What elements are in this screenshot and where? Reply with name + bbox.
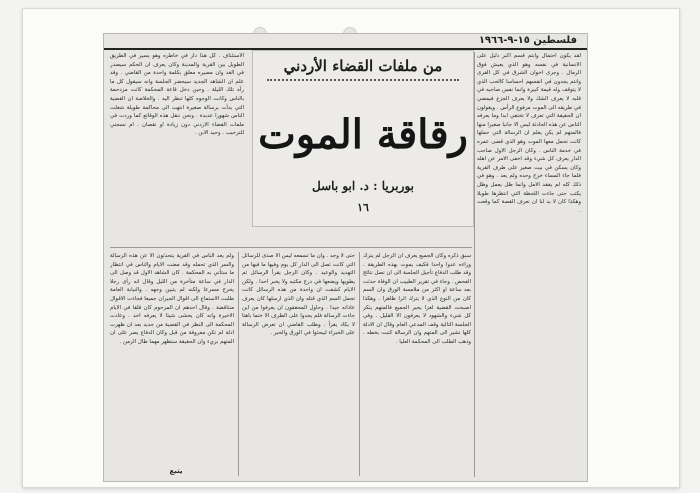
column-text: سبق ذكره وكان الجميع يعرف ان الرجل لم يترك وراءه عدوا واحدا فكيف يموت بهذه الطريقة . وقد طلب الدفاع تأجيل الجلسة الى ان تصل نتائج الفحص . وجاء في تقرير الطبيب ان الوفاة حدثت بعد ساعة او اكثر من ملامسة الورق وان السم كان من النوع الذي لا يترك اثرا ظاهرا . وهكذا اصبحت القضية لغزا يحير الجميع فالمتهم ينكر كل شيء والشهود لا يعرفون الا القليل . وفي الجلسة التالية وقف المدعي العام وقال ان الادلة كلها تشير الى المتهم وان الرسالة كتبت بخطه . وذهب الطلب الى المحكمة العليا . <box>363 253 471 345</box>
newspaper-clipping <box>103 33 588 482</box>
column-text: الاستئناف . كل هذا دار في خاطره وهو يسير في الطريق الطويل بين القرية والمدينة وكان يعرف ان الحكم سيصدر في الغد وان مصيره معلق بكلمة واحدة من القاضي . وقد علم ان الشاهد الجديد سيحضر الجلسة وانه سيقول كل ما رآه تلك الليلة . وحين دخل قاعة المحكمة كانت مزدحمة بالناس وكانت الوجوه كلها تنظر اليه . والخلاصة ان القضية التي بدأت برسالة صغيرة انتهت الى محاكمة طويلة شغلت الناس شهورا عديدة . ونحن ننقل هذه الوقائع كما وردت في ملفات القضاء الاردني دون زيادة او نقصان . ام نسجني للترحيب . وحيد الابن . <box>110 53 244 137</box>
column-divider <box>474 52 475 477</box>
column-divider <box>238 252 239 476</box>
dateline: فلسطين ١٥-٩-١٩٦٦ <box>104 34 587 50</box>
story-title: رقاقة الموت <box>258 111 468 158</box>
column-text: ولم يعد الناس في القرية يتحدثون الا عن هذه الرسالة والسر الذي تحمله وقد مضت الايام والناس في انتظار ما ستأتي به المحكمة . كان الشاهد الاول قد وصل الى الدار في ساعة متأخرة من الليل وقال انه رأى رجلا يخرج مسرعا ولكنه لم يتبين وجهه . والنيابة العامة طلبت الاستماع الى اقوال الجيران جميعا فجاءت الاقوال متناقضة . وقال احدهم ان المرحوم كان قلقا في الايام الاخيرة وانه كان يخشى شيئا لا يعرفه احد . وعادت المحكمة الى النظر في القضية من جديد بعد ان ظهرت ادلة لم تكن معروفة من قبل وكان الدفاع يصر على ان المتهم بريء وان الحقيقة ستظهر مهما طال الزمن . <box>110 253 234 345</box>
series-title: من ملفات القضاء الأردني <box>283 57 443 75</box>
article-column <box>110 52 244 244</box>
story-banner <box>252 50 474 227</box>
article-column <box>363 252 471 476</box>
section-divider <box>110 247 472 248</box>
column-text: حتى لا وجد . وان ما تسمعه ليس الا صدى للرسائل التي كانت تصل الى الدار كل يوم وفيها ما فيها من التهديد والوعيد . وكان الرجل يقرأ الرسائل ثم يطويها ويضعها في درج مكتبه ولا يخبر احدا . ولكن الايام كشفت ان واحدة من هذه الرسائل كانت تحمل السم الذي قتله وان الذي ارسلها كان يعرف عاداته جيدا . وحاول المحققون ان يعرفوا من اين جاءت الرسالة فلم يجدوا على الظرف الا ختما باهتا لا يكاد يقرأ . وطلب القاضي ان تعرض الرسالة على الخبراء ليبحثوا في الورق والحبر . <box>242 253 355 337</box>
byline: بوربريا : د. ابو باسل <box>312 179 414 193</box>
article-column <box>242 252 355 476</box>
continued-label: يتبع <box>169 467 183 475</box>
article-column <box>110 252 234 462</box>
article-column <box>477 52 581 477</box>
part-number: ١٦ <box>357 201 369 214</box>
ornament-rule <box>267 79 459 86</box>
column-divider <box>359 252 360 476</box>
column-text: لقد يكون احتمال وانتم قسم اكبر دليل على الانسانية في نفسه وهو الذي يعيش فوق الرمال . وجرى اخوان الشرق في كل القرى وانتم يجدون في انفسهم احساسا كالحب الذي لا يتوقف وله قيمة كبيرة وانما نفس صاحبه في قلبه لا يعرف الشك ولا يعرف الجزع فيمضي في طريقه الى الموت مرفوع الرأس . ويقولون ان الحقيقة التي تعرف لا تختفي ابدا وما يعرفه الناس عن هذه الحادثة ليس الا جانبا صغيرا منها فالمتهم لم يكن يعلم ان الرسالة التي حملها كانت تحمل معها الموت وهو الذي قضى عمره في خدمة الناس . وكان الرجل الاول صاحب الدار يعرف كل شيء وقد اخفى الامر عن اهله وكان يسكن في بيت صغير على طرف القرية فلما جاء المساء خرج وحده ولم يعد . وهو في ذلك كله لم يفقد الامل وانما ظل يعمل وظل يكتب حتى جاءت اللحظة التي انتظرها طويلا وهكذا كان لا بد لنا ان نعرف القصة كما وقعت . <box>477 53 581 214</box>
